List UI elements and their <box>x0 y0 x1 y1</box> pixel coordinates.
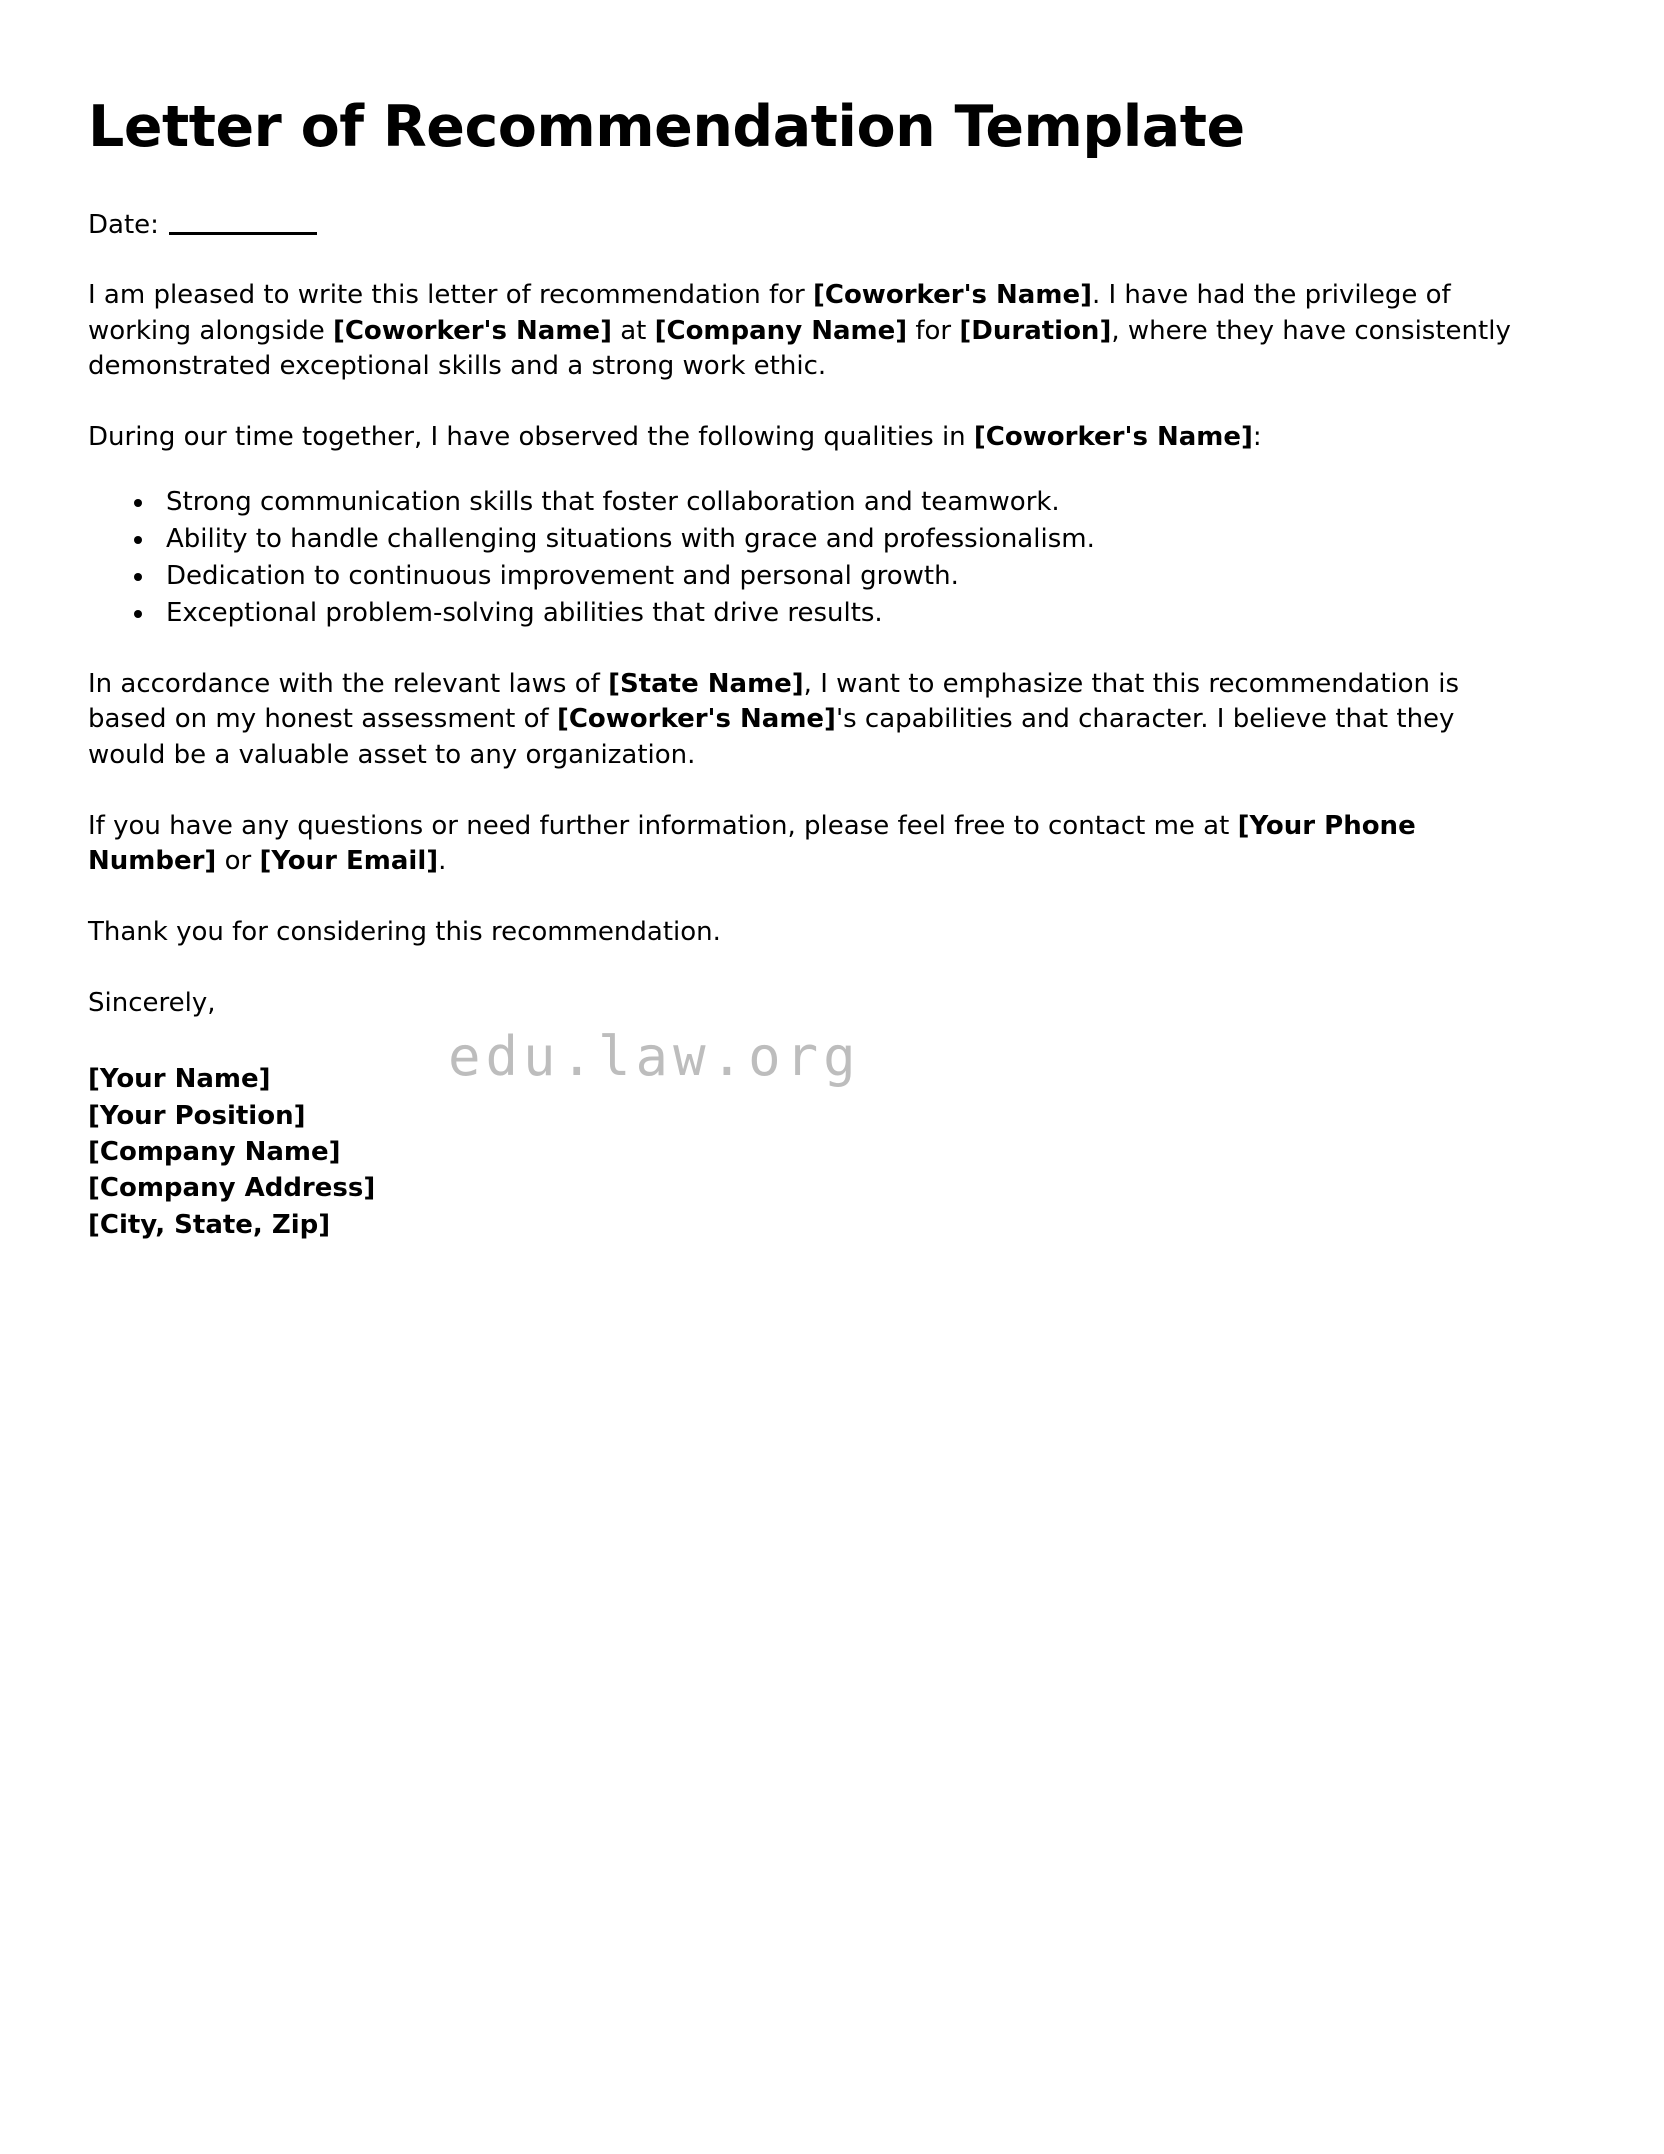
intro-text-5: , where they have consistently demonstrated exceptional skills and a strong work ethic. <box>88 315 1511 382</box>
paragraph-intro <box>88 278 1518 385</box>
placeholder-your-phone-number: [Your Phone Number] <box>88 810 1416 877</box>
contact-text-1: If you have any questions or need further information, please feel free to contact me at <box>88 810 1238 841</box>
intro-text-3: at <box>611 315 655 346</box>
legal-text-1: In accordance with the relevant laws of <box>88 668 609 699</box>
signature-company-name: [Company Name] <box>88 1136 341 1167</box>
intro-text-2: . I have had the privilege of working alongside <box>88 279 1451 346</box>
placeholder-state-name: [State Name] <box>608 668 804 699</box>
date-input-blank[interactable] <box>169 232 317 235</box>
closing-salutation: Sincerely, <box>88 987 216 1018</box>
placeholder-company-name: [Company Name] <box>654 315 908 346</box>
document-body <box>88 96 1518 1243</box>
placeholder-coworker-name: [Coworker's Name] <box>332 315 612 346</box>
qualities-lead-text-2: : <box>1252 421 1262 452</box>
signature-company-address: [Company Address] <box>88 1173 376 1204</box>
paragraph-contact <box>88 809 1518 880</box>
paragraph-qualities-lead <box>88 420 1518 456</box>
list-item: • Ability to handle challenging situations with grace and professionalism. <box>156 522 1518 558</box>
page-title: Letter of Recommendation Template <box>88 94 1245 160</box>
watermark: edu.law.org <box>448 1025 861 1088</box>
paragraph-legal <box>88 667 1518 774</box>
signature-your-position: [Your Position] <box>88 1100 306 1131</box>
signature-your-name: [Your Name] <box>88 1064 271 1095</box>
intro-text-4: for <box>907 315 960 346</box>
date-field-row <box>88 208 1518 243</box>
list-item: • Strong communication skills that foster collaboration and teamwork. <box>156 485 1518 521</box>
intro-text-1: I am pleased to write this letter of recommendation for <box>88 279 813 310</box>
list-item: • Exceptional problem-solving abilities that drive results. <box>156 596 1518 632</box>
placeholder-your-email: [Your Email] <box>259 846 439 877</box>
legal-text-3: 's capabilities and character. I believe that they would be a valuable asset to any organization. <box>88 704 1455 771</box>
qualities-list <box>88 485 1518 632</box>
placeholder-duration: [Duration] <box>959 315 1112 346</box>
signature-city-state-zip: [City, State, Zip] <box>88 1209 331 1240</box>
contact-text-3: . <box>438 846 447 877</box>
qualities-lead-text-1: During our time together, I have observed the following qualities in <box>88 421 974 452</box>
placeholder-coworker-name: [Coworker's Name] <box>973 421 1253 452</box>
list-item: • Dedication to continuous improvement and personal growth. <box>156 559 1518 595</box>
placeholder-coworker-name: [Coworker's Name] <box>556 704 836 735</box>
placeholder-coworker-name: [Coworker's Name] <box>812 279 1092 310</box>
paragraph-thanks: Thank you for considering this recommendation. <box>88 916 721 947</box>
date-label: Date: <box>88 209 159 240</box>
contact-text-2: or <box>216 846 260 877</box>
signature-block <box>88 1061 1518 1243</box>
legal-text-2: , I want to emphasize that this recommendation is based on my honest assessment of <box>88 668 1460 735</box>
